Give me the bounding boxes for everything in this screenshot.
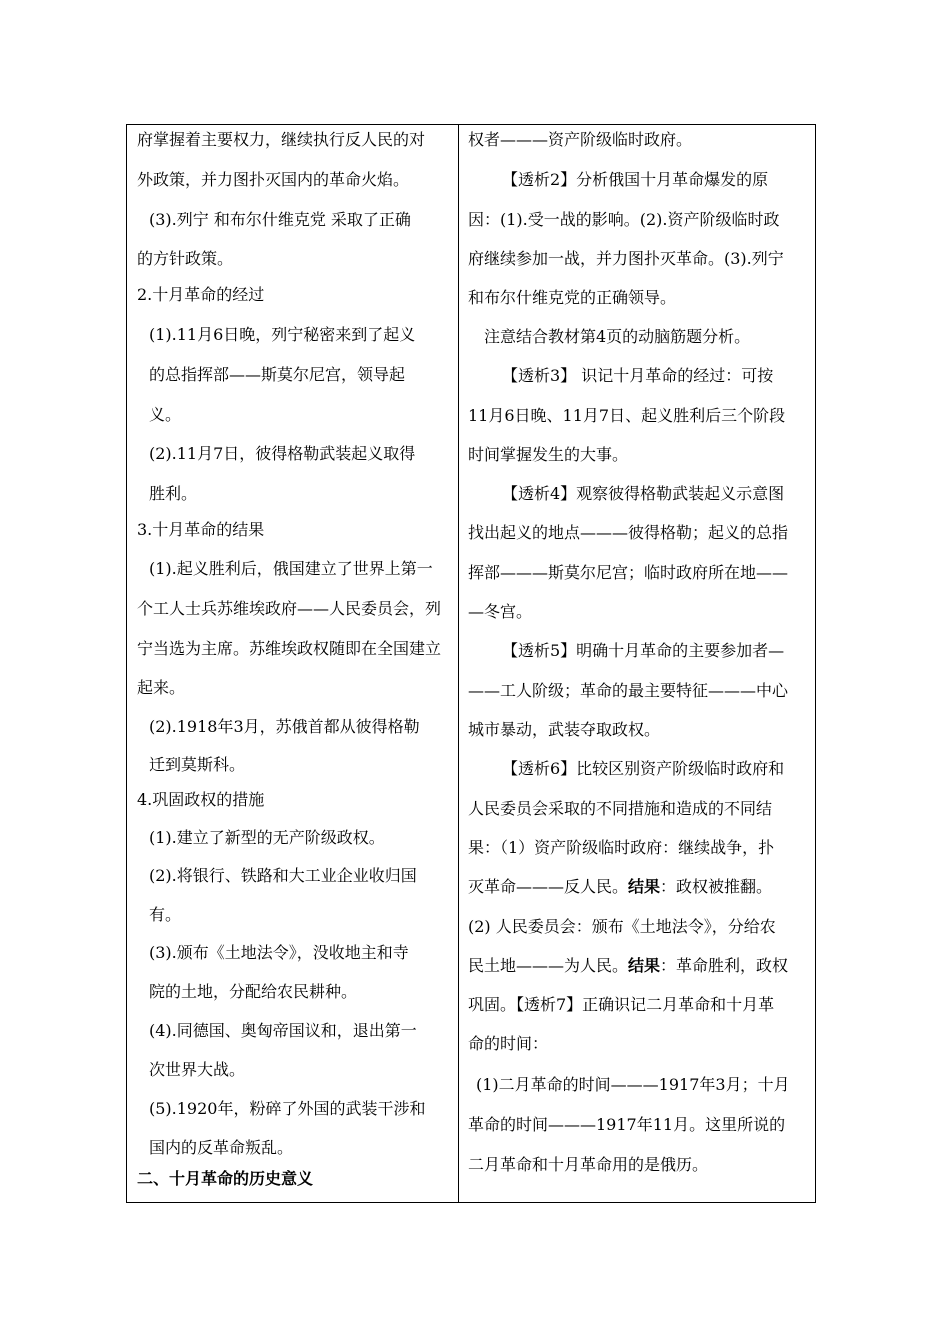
result-label: 结果	[628, 956, 661, 975]
text-line: 的总指挥部——斯莫尔尼宫，领导起	[149, 365, 406, 384]
text-line: 外政策，并力图扑灭国内的革命火焰。	[137, 170, 410, 189]
text-line: 果：（1）资产阶级临时政府：继续战争，扑	[468, 838, 775, 857]
text-line: (3).列宁 和布尔什维克党 采取了正确	[149, 210, 411, 229]
text-line: 宁当选为主席。苏维埃政权随即在全国建立	[137, 639, 442, 658]
text-line: 时间掌握发生的大事。	[468, 445, 629, 464]
text-line: (1).起义胜利后，俄国建立了世界上第一	[149, 559, 433, 578]
text-line: (2).1918年3月，苏俄首都从彼得格勒	[149, 717, 420, 736]
text-line: 起来。	[137, 678, 186, 697]
text-run: ：革命胜利，政权	[660, 956, 789, 975]
content-table	[126, 124, 816, 1203]
text-line: 府掌握着主要权力，继续执行反人民的对	[137, 130, 426, 149]
heading: 4.巩固政权的措施	[137, 790, 265, 809]
heading: 3.十月革命的结果	[137, 520, 265, 539]
text-line: (2).11月7日，彼得格勒武装起义取得	[149, 444, 416, 463]
text-line: 院的土地，分配给农民耕种。	[149, 982, 358, 1001]
text-line: 注意结合教材第4页的动脑筋题分析。	[484, 327, 751, 346]
text-line: (1).建立了新型的无产阶级政权。	[149, 828, 385, 847]
column-divider	[458, 125, 459, 1202]
text-line: (3).颁布《土地法令》，没收地主和寺	[149, 943, 409, 962]
text-line: (5).1920年，粉碎了外国的武装干涉和	[149, 1099, 426, 1118]
text-line: 权者———资产阶级临时政府。	[468, 130, 693, 149]
text-line: 次世界大战。	[149, 1060, 246, 1079]
text-line: 国内的反革命叛乱。	[149, 1138, 294, 1157]
text-run: 灭革命———反人民。	[468, 877, 629, 896]
text-line: 有。	[149, 905, 182, 924]
text-line: 【透析6】比较区别资产阶级临时政府和	[502, 759, 785, 778]
heading: 2.十月革命的经过	[137, 285, 265, 304]
text-line: 【透析3】 识记十月革命的经过：可按	[502, 366, 774, 385]
text-line: 个工人士兵苏维埃政府——人民委员会，列	[137, 599, 442, 618]
text-line: 因：(1).受一战的影响。(2).资产阶级临时政	[468, 210, 780, 229]
text-run: 民土地———为人民。	[468, 956, 629, 975]
text-line: —冬宫。	[468, 602, 533, 621]
text-line: 二月革命和十月革命用的是俄历。	[468, 1155, 709, 1174]
text-line: 的方针政策。	[137, 249, 234, 268]
text-line: 人民委员会采取的不同措施和造成的不同结	[468, 799, 773, 818]
text-line: 找出起义的地点———彼得格勒；起义的总指	[468, 523, 789, 542]
text-line: 城市暴动，武装夺取政权。	[468, 720, 661, 739]
text-line: 府继续参加一战，并力图扑灭革命。(3).列宁	[468, 249, 784, 268]
text-line: 【透析5】明确十月革命的主要参加者—	[502, 641, 785, 660]
text-line: 和布尔什维克党的正确领导。	[468, 288, 677, 307]
text-line: 巩固。【透析7】正确识记二月革命和十月革	[468, 995, 775, 1014]
text-line: ——工人阶级；革命的最主要特征———中心	[468, 681, 789, 700]
text-line: 11月6日晚、11月7日、起义胜利后三个阶段	[468, 406, 786, 425]
text-line: 挥部———斯莫尔尼宫；临时政府所在地——	[468, 563, 789, 582]
text-line: 【透析2】分析俄国十月革命爆发的原	[502, 170, 769, 189]
text-line: 命的时间：	[468, 1034, 549, 1053]
text-line: 【透析4】观察彼得格勒武装起义示意图	[502, 484, 785, 503]
text-line: (2) 人民委员会：颁布《土地法令》，分给农	[468, 917, 776, 936]
text-line	[468, 956, 788, 976]
text-line: 迁到莫斯科。	[149, 755, 246, 774]
text-line: (4).同德国、奥匈帝国议和，退出第一	[149, 1021, 417, 1040]
result-label: 结果	[628, 877, 661, 896]
text-line: 义。	[149, 405, 182, 424]
text-line: (2).将银行、铁路和大工业企业收归国	[149, 866, 417, 885]
text-run: ：政权被推翻。	[660, 877, 773, 896]
text-line: 革命的时间———1917年11月。这里所说的	[468, 1115, 786, 1134]
text-line: (1).11月6日晚，列宁秘密来到了起义	[149, 325, 416, 344]
text-line	[468, 877, 772, 897]
text-line: 胜利。	[149, 484, 198, 503]
section-heading: 二、十月革命的历史意义	[137, 1169, 314, 1188]
text-line: (1)二月革命的时间———1917年3月；十月	[476, 1075, 790, 1094]
